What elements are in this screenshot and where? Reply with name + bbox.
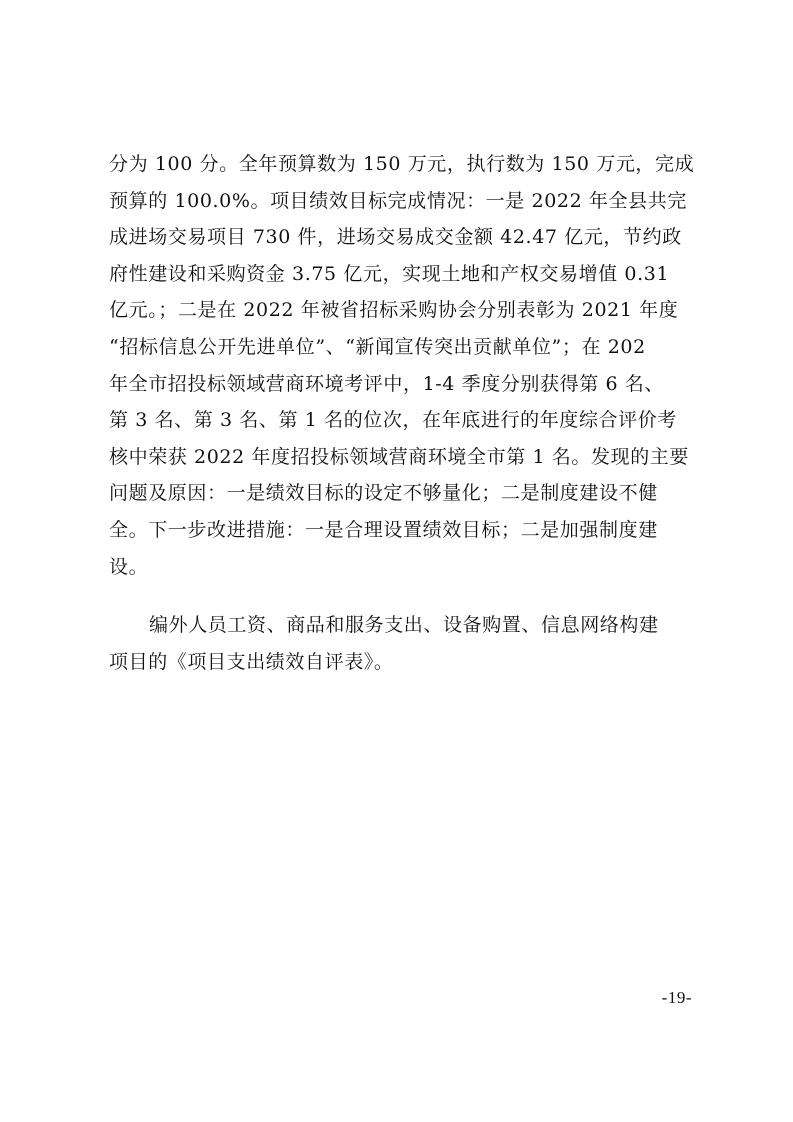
text-line: 年全市招投标领域营商环境考评中，1-4 季度分别获得第 6 名、 xyxy=(109,372,665,395)
text-line: 全。下一步改进措施：一是合理设置绩效目标；二是加强制度建 xyxy=(109,518,658,541)
paragraph-project-list xyxy=(109,607,689,680)
paragraph-spacer xyxy=(109,585,689,607)
text-line: 分为 100 分。全年预算数为 150 万元，执行数为 150 万元，完成 xyxy=(109,153,695,175)
text-line: “招标信息公开先进单位”、“新闻宣传突出贡献单位”；在 202 xyxy=(109,335,646,358)
text-line: 设。 xyxy=(109,555,149,578)
text-line: 预算的 100.0%。项目绩效目标完成情况：一是 2022 年全县共完 xyxy=(109,189,687,212)
text-line: 项目的《项目支出绩效自评表》。 xyxy=(109,650,394,673)
text-line: 问题及原因：一是绩效目标的设定不够量化；二是制度建设不健 xyxy=(109,482,658,505)
text-line: 核中荣获 2022 年度招投标领域营商环境全市第 1 名。发现的主要 xyxy=(109,445,690,468)
page-number: -19- xyxy=(661,988,692,1007)
text-line: 府性建设和采购资金 3.75 亿元，实现土地和产权交易增值 0.31 xyxy=(109,262,670,285)
text-line: 成进场交易项目 730 件，进场交易成交金额 42.47 亿元，节约政 xyxy=(109,226,682,249)
text-line: 亿元。；二是在 2022 年被省招标采购协会分别表彰为 2021 年度 xyxy=(109,299,679,322)
text-line: 第 3 名、第 3 名、第 1 名的位次，在年底进行的年度综合评价考 xyxy=(109,409,677,432)
body-text xyxy=(109,146,695,680)
text-line: 编外人员工资、商品和服务支出、设备购置、信息网络构建 xyxy=(149,614,659,637)
paragraph-performance-summary xyxy=(109,146,695,585)
